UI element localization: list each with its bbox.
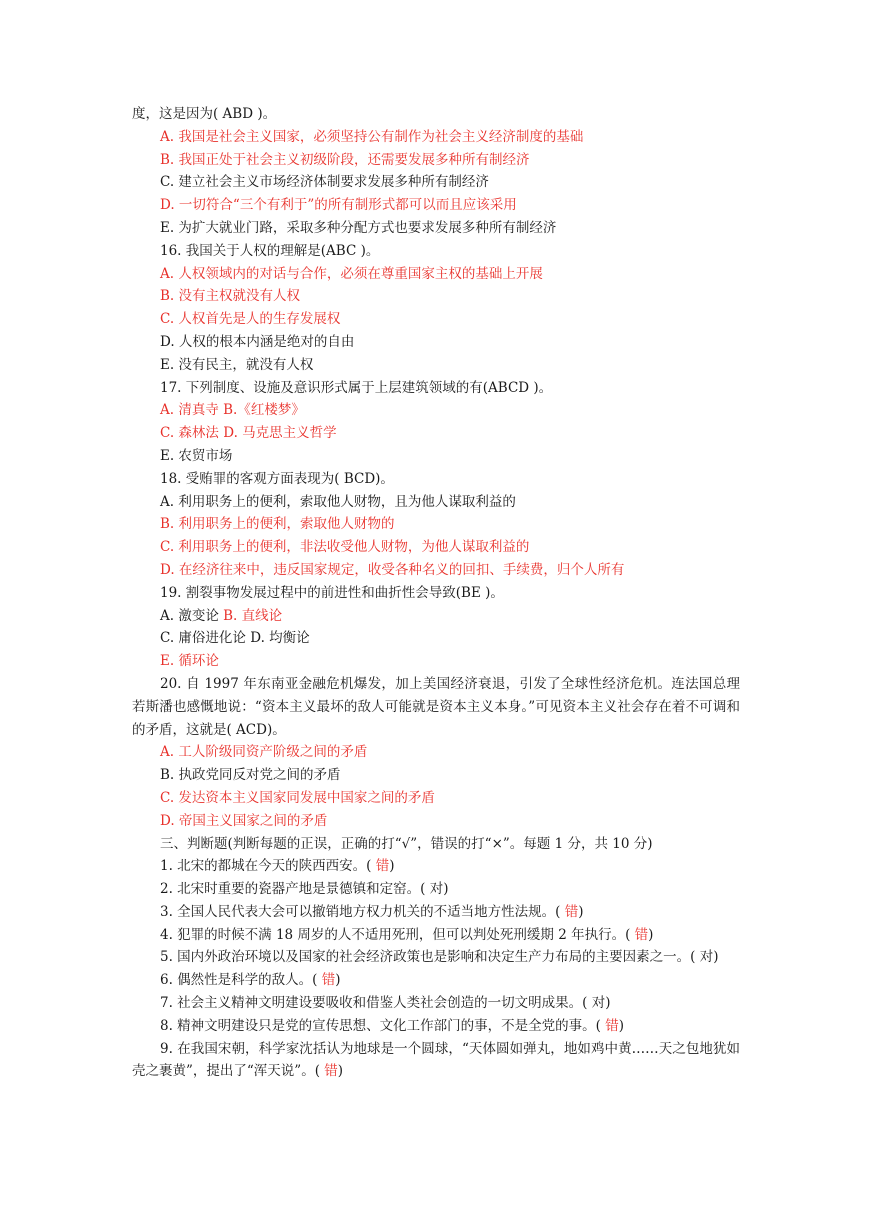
- text-line: E. 没有民主，就没有人权: [160, 356, 314, 373]
- question-20-option-a: A. 工人阶级同资产阶级之间的矛盾: [160, 744, 368, 761]
- question-text: 7. 社会主义精神文明建设要吸收和借鉴人类社会创造的一切文明成果。(: [160, 995, 592, 1012]
- answer: 对: [591, 995, 606, 1012]
- answer: 错: [324, 1063, 338, 1080]
- text-line: A. 清真寺 B.《红楼梦》: [160, 402, 305, 419]
- judgement-question: [132, 855, 740, 878]
- answer: 错: [375, 858, 390, 875]
- answer: 错: [564, 903, 579, 920]
- closing-paren: ): [335, 972, 341, 989]
- text-line: D. 一切符合“三个有利于”的所有制形式都可以而且应该采用: [160, 197, 517, 214]
- text-line: 16. 我国关于人权的理解是(ABC )。: [160, 242, 380, 259]
- answer: 对: [429, 881, 444, 898]
- text-line: C. 森林法 D. 马克思主义哲学: [160, 425, 337, 442]
- question-19-stem: 19. 割裂事物发展过程中的前进性和曲折性会导致(BE )。: [160, 584, 504, 601]
- text-line: 18. 受贿罪的客观方面表现为( BCD)。: [160, 470, 394, 487]
- text-line: C. 建立社会主义市场经济体制要求发展多种所有制经济: [160, 174, 489, 191]
- judgement-question: [132, 946, 740, 969]
- option-b: B. 直线论: [223, 607, 283, 624]
- question-19-option-e: E. 循环论: [160, 653, 219, 670]
- closing-paren: ): [578, 903, 584, 920]
- question-text: 4. 犯罪的时候不满 18 周岁的人不适用死刑，但可以判处死刑缓期 2 年执行。(: [160, 926, 635, 943]
- text-line: D. 在经济往来中，违反国家规定，收受各种名义的回扣、手续费，归个人所有: [160, 561, 625, 578]
- question-20-option-c: C. 发达资本主义国家同发展中国家之间的矛盾: [160, 789, 435, 806]
- closing-paren: ): [648, 926, 654, 943]
- answer: 错: [634, 926, 649, 943]
- question-text: 5. 国内外政治环境以及国家的社会经济政策也是影响和决定生产力布局的主要因素之一。(: [160, 949, 700, 966]
- text-line: E. 为扩大就业门路，采取多种分配方式也要求发展多种所有制经济: [160, 219, 557, 236]
- text-line: A. 利用职务上的便利，索取他人财物，且为他人谋取利益的: [160, 493, 516, 510]
- text-line: 17. 下列制度、设施及意识形式属于上层建筑领域的有(ABCD )。: [160, 379, 553, 396]
- question-20-option-d: D. 帝国主义国家之间的矛盾: [160, 812, 328, 829]
- closing-paren: ): [443, 881, 449, 898]
- text-line: B. 我国正处于社会主义初级阶段，还需要发展多种所有制经济: [160, 151, 530, 168]
- answer: 对: [699, 949, 714, 966]
- text-line: D. 人权的根本内涵是绝对的自由: [160, 333, 355, 350]
- question-20-option-b: B. 执政党同反对党之间的矛盾: [160, 767, 341, 784]
- question-text: 2. 北宋时重要的瓷器产地是景德镇和定窑。(: [160, 881, 430, 898]
- question-text: 8. 精神文明建设只是党的宣传思想、文化工作部门的事，不是全党的事。(: [160, 1017, 606, 1034]
- question-text: 1. 北宋的都城在今天的陕西西安。(: [160, 858, 376, 875]
- judgement-question: [132, 878, 740, 901]
- judgement-question: [132, 901, 740, 924]
- question-19-options-ab: [132, 605, 740, 628]
- section-3-heading: 三、判断题(判断每题的正误，正确的打“√”，错误的打“×”。每题 1 分，共 10 分): [160, 835, 653, 852]
- closing-paren: ): [605, 995, 611, 1012]
- answer: 错: [321, 972, 336, 989]
- text-line: A. 人权领域内的对话与合作，必须在尊重国家主权的基础上开展: [160, 265, 543, 282]
- judgement-questions: [132, 855, 740, 1083]
- closing-paren: ): [337, 1063, 344, 1080]
- judgement-question: [132, 969, 740, 992]
- text-line: 度，这是因为( ABD )。: [132, 106, 277, 122]
- question-19-options-cd: C. 庸俗进化论 D. 均衡论: [160, 630, 310, 647]
- text-line: E. 农贸市场: [160, 447, 233, 464]
- text-line: C. 利用职务上的便利，非法收受他人财物，为他人谋取利益的: [160, 539, 530, 556]
- option-a: A. 激变论: [160, 607, 224, 624]
- text-line: A. 我国是社会主义国家，必须坚持公有制作为社会主义经济制度的基础: [160, 128, 584, 145]
- questions-15-18: [132, 103, 740, 582]
- text-line: C. 人权首先是人的生存发展权: [160, 311, 341, 328]
- text-line: B. 没有主权就没有人权: [160, 288, 301, 305]
- question-text: 9. 在我国宋朝，科学家沈括认为地球是一个圆球，“天体圆如弹丸，地如鸡中黄……天之包地犹如壳之裹黄”，提出了“浑天说”。(: [132, 1040, 740, 1080]
- closing-paren: ): [713, 949, 719, 966]
- judgement-question: [132, 1038, 740, 1084]
- answer: 错: [605, 1017, 619, 1034]
- question-text: 6. 偶然性是科学的敌人。(: [160, 972, 322, 989]
- judgement-question: [132, 924, 740, 947]
- text-line: B. 利用职务上的便利，索取他人财物的: [160, 516, 395, 533]
- question-text: 3. 全国人民代表大会可以撤销地方权力机关的不适当地方性法规。(: [160, 903, 565, 920]
- judgement-question: [132, 1015, 740, 1038]
- closing-paren: ): [389, 858, 395, 875]
- question-20-stem: 20. 自 1997 年东南亚金融危机爆发，加上美国经济衰退，引发了全球性经济危机。连法国总理若斯潘也感慨地说：“资本主义最坏的敌人可能就是资本主义本身。”可见资本主义社会存在着不可调和的矛盾，这就是( ACD)。: [132, 675, 740, 738]
- judgement-question: [132, 992, 740, 1015]
- closing-paren: ): [618, 1017, 625, 1034]
- document-page: [132, 103, 740, 1083]
